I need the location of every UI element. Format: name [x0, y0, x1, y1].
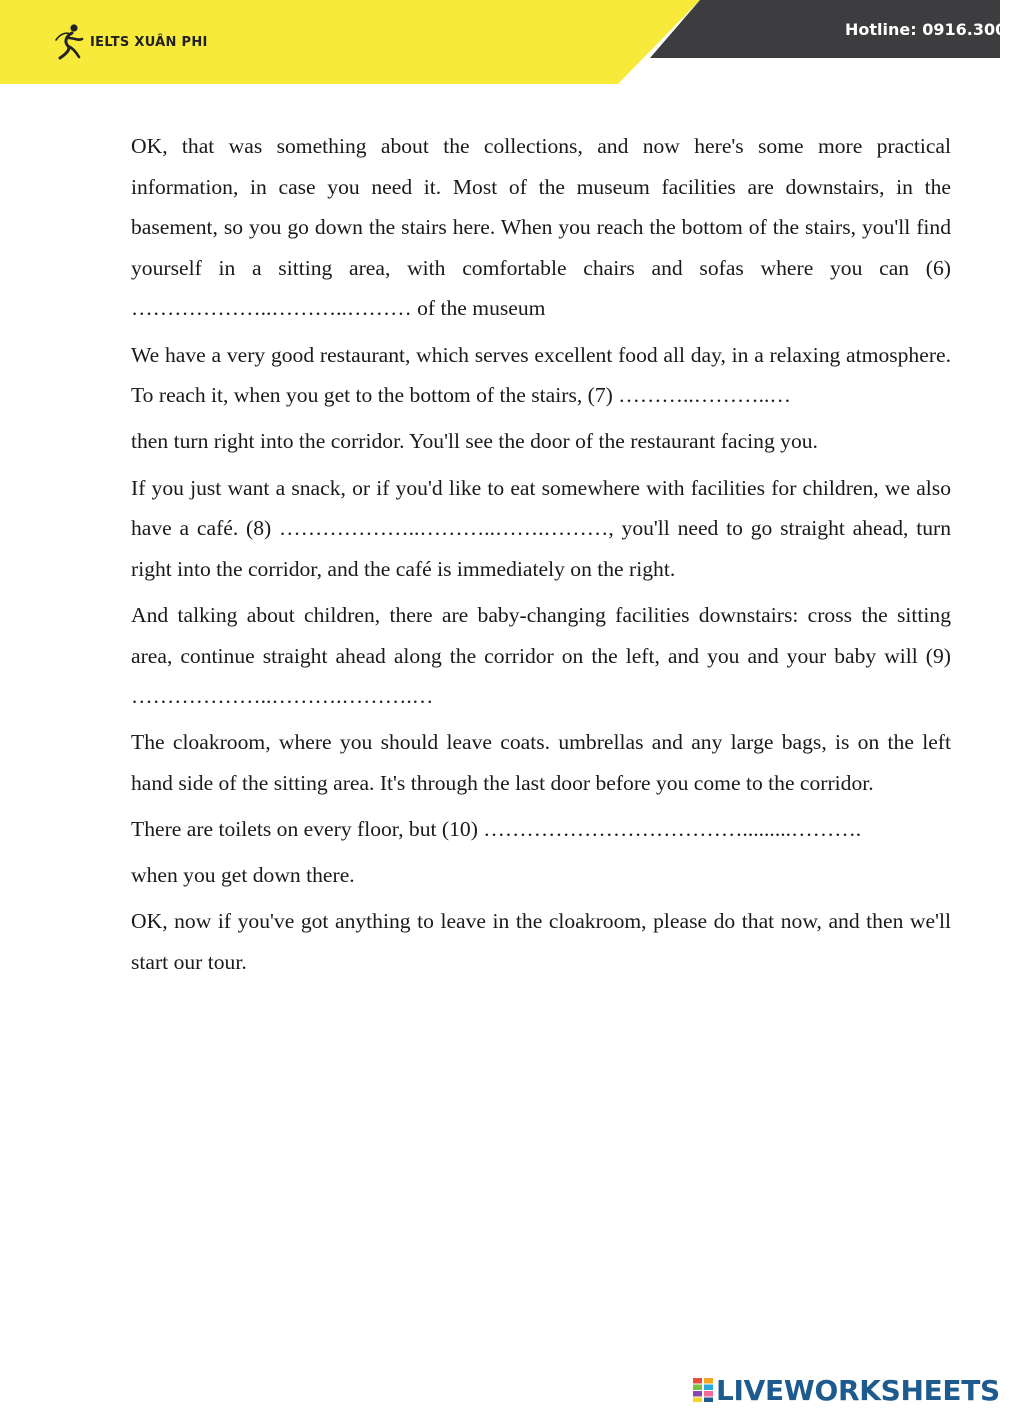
paragraph-toilets-end: when you get down there. [131, 863, 355, 888]
paragraph-baby-changing: And talking about children, there are baby-changing facilities downstairs: cross the sitting area, continue straight ahead along the corridor on the left, and you and your baby will (9) ………………..……….……….… [131, 602, 951, 709]
paragraph-toilets: There are toilets on every floor, but (10) ……………………………….........………. [131, 817, 862, 842]
brand-name: IELTS XUÂN PHI [90, 34, 208, 50]
runner-logo-icon [52, 22, 88, 62]
hotline-text: Hotline: 0916.300.7 [845, 20, 1023, 39]
paragraph-restaurant: We have a very good restaurant, which serves excellent food all day, in a relaxing atmosphere. To reach it, when you get to the bottom of the stairs, (7) ………..………..… [131, 342, 951, 408]
paragraph-closing: OK, now if you've got anything to leave in the cloakroom, please do that now, and then we'll start our tour. [131, 909, 951, 975]
liveworksheets-wordmark: LIVEWORKSHEETS [716, 1373, 1000, 1407]
paragraph-cloakroom: The cloakroom, where you should leave coats. umbrellas and any large bags, is on the left hand side of the sitting area. It's through the last door before you come to the corridor. [131, 730, 951, 795]
page-header [0, 0, 1023, 84]
listening-transcript [131, 126, 951, 988]
paragraph-cafe: If you just want a snack, or if you'd like to eat somewhere with facilities for children, we also have a café. (8) ………………..………..…….………, you'll need to go straight ahead, turn right into the corridor, and the café is immediately on the right. [131, 475, 951, 581]
paragraph-collections: OK, that was something about the collections, and now here's some more practical information, in case you need it. Most of the museum facilities are downstairs, in the basement, so you go down the stairs here. When you reach the bottom of the stairs, you'll find yourself in a sitting area, with comfortable chairs and sofas where you can (6) ………………..………..……… of the museum [131, 134, 951, 321]
liveworksheets-logo [692, 1372, 1000, 1408]
liveworksheets-blocks-icon [692, 1377, 714, 1403]
brand-logo [52, 22, 208, 62]
paragraph-restaurant-directions: then turn right into the corridor. You'll see the door of the restaurant facing you. [131, 429, 818, 454]
